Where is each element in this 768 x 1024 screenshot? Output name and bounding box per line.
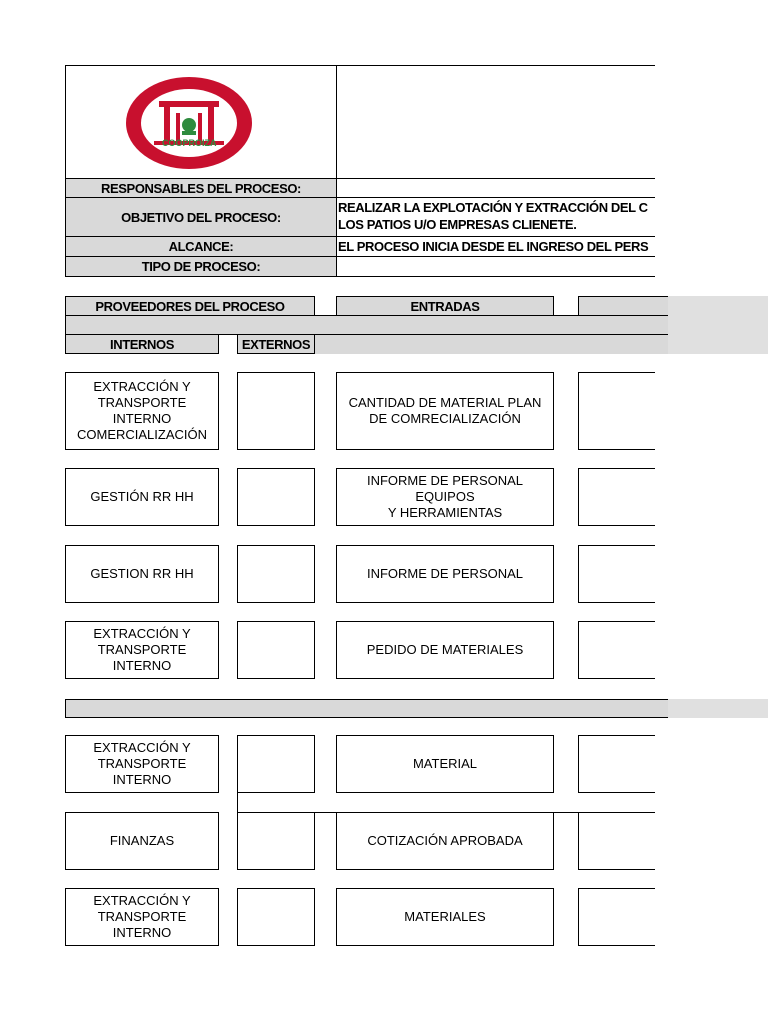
row4-entrada: PEDIDO DE MATERIALES	[336, 621, 554, 679]
row6-externo	[237, 812, 315, 870]
row7-externo	[237, 888, 315, 946]
objetivo-value-line1: REALIZAR LA EXPLOTACIÓN Y EXTRACCIÓN DEL C	[338, 200, 648, 215]
header-spacer-row	[65, 315, 668, 335]
section-divider	[65, 699, 668, 718]
page-edge-clip-bottom	[655, 718, 768, 1024]
objetivo-label: OBJETIVO DEL PROCESO:	[65, 197, 337, 237]
proveedores-header: PROVEEDORES DEL PROCESO	[65, 296, 315, 316]
tipo-value	[336, 256, 666, 277]
row6-interno: FINANZAS	[65, 812, 219, 870]
tipo-label: TIPO DE PROCESO:	[65, 256, 337, 277]
row3-interno: GESTION RR HH	[65, 545, 219, 603]
header-top-right-cell	[336, 65, 666, 179]
responsables-label: RESPONSABLES DEL PROCESO:	[65, 178, 337, 198]
row1-entrada: CANTIDAD DE MATERIAL PLAN DE COMRECIALIZACIÓN	[336, 372, 554, 450]
header-band-fill	[315, 335, 668, 354]
row6-entrada: COTIZACIÓN APROBADA	[336, 812, 554, 870]
row1-externo	[237, 372, 315, 450]
row3-entrada: INFORME DE PERSONAL	[336, 545, 554, 603]
row2-externo	[237, 468, 315, 526]
row2-interno: GESTIÓN RR HH	[65, 468, 219, 526]
alcance-value: EL PROCESO INICIA DESDE EL INGRESO DEL PERS	[336, 236, 666, 257]
internos-header: INTERNOS	[65, 334, 219, 354]
responsables-value	[336, 178, 666, 198]
row4-interno: EXTRACCIÓN Y TRANSPORTE INTERNO	[65, 621, 219, 679]
row7-entrada: MATERIALES	[336, 888, 554, 946]
row5-interno: EXTRACCIÓN Y TRANSPORTE INTERNO	[65, 735, 219, 793]
cooproiza-logo	[124, 73, 254, 173]
row5-externo	[237, 735, 315, 793]
next-column-header	[578, 296, 668, 316]
row2-entrada: INFORME DE PERSONAL EQUIPOS Y HERRAMIENTAS	[336, 468, 554, 526]
externos-header: EXTERNOS	[237, 334, 315, 354]
page-edge-clip-mid	[655, 354, 768, 699]
page-edge-clip	[655, 0, 768, 296]
section-divider-right	[655, 699, 768, 718]
row5-entrada: MATERIAL	[336, 735, 554, 793]
row1-interno: EXTRACCIÓN Y TRANSPORTE INTERNO COMERCIALIZACIÓN	[65, 372, 219, 450]
objetivo-value-line2: LOS PATIOS U/O EMPRESAS CLIENETE.	[338, 217, 577, 232]
row4-externo	[237, 621, 315, 679]
row5-connector-vertical	[237, 792, 238, 813]
row3-externo	[237, 545, 315, 603]
logo-cell	[65, 65, 337, 179]
alcance-label: ALCANCE:	[65, 236, 337, 257]
header-band-right	[655, 296, 768, 354]
logo-name: COOPROIZA	[162, 138, 217, 148]
objetivo-value	[336, 197, 666, 237]
entradas-header: ENTRADAS	[336, 296, 554, 316]
row7-interno: EXTRACCIÓN Y TRANSPORTE INTERNO	[65, 888, 219, 946]
